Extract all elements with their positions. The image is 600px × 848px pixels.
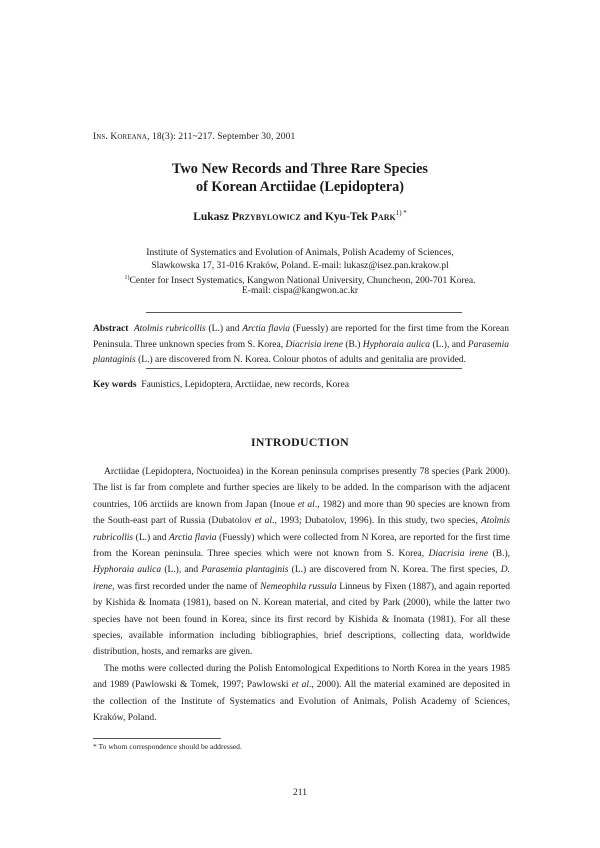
journal-name: Ins. Koreana	[93, 132, 148, 142]
etal: et al	[291, 680, 310, 691]
abstract-label: Abstract	[93, 324, 129, 334]
abstract-text: (B.)	[342, 339, 363, 350]
species-name: Parasemia plantaginis	[93, 339, 509, 365]
abstract-top-rule	[146, 312, 462, 313]
abstract-bottom-rule	[146, 368, 462, 369]
affiliation-line-2: Slawkowska 17, 31-016 Kraków, Poland. E-mail: lukasz@isez.pan.krakow.pl	[151, 259, 449, 271]
abstract-text: (L.) are discovered from N. Korea. Colour photos of adults and genitalia are provided.	[135, 355, 467, 365]
author-first-surname: Przybylowicz	[231, 210, 301, 223]
species-name: Hyphoraia aulica	[362, 339, 431, 350]
species-name: D. irene	[93, 565, 510, 592]
affiliation-line-4: E-mail: cispa@kangwon.ac.kr	[241, 284, 359, 296]
abstract	[93, 322, 509, 369]
species-name: Nemeophila russula	[260, 581, 337, 592]
paragraph-2	[93, 661, 510, 727]
species-name: Atolmis rubricollis	[93, 516, 510, 543]
page-number: 211	[293, 788, 307, 798]
abstract-text: (L.), and	[430, 339, 468, 350]
body-run: The moths were collected during the Polish Entomological Expeditions to North Korea in the years 1985 and 1989 (Pawlowski & Tomek, 1997; Pawlowski	[93, 663, 510, 691]
keywords-label: Key words	[93, 380, 137, 390]
body-run: (L.) are discovered from N. Korea. The first species,	[288, 565, 501, 576]
body-text	[93, 464, 510, 727]
author-first-given: Lukasz	[193, 210, 232, 223]
body-run: ., 1982) and more than 90 species are known from the South-east part of Russia (Dubatolov	[93, 499, 510, 527]
body-run: (L.), and	[161, 565, 202, 576]
running-header	[93, 132, 295, 142]
species-name: Parasemia plantaginis	[201, 565, 289, 576]
etal: et al	[254, 516, 273, 527]
author-second-surname: Park	[370, 210, 396, 223]
body-run: (Fuessly) which were collected from N Korea, are reported for the first time from the Korean peninsula. Three species which were not known from S. Korea,	[93, 532, 510, 560]
abstract-text: (L.) and	[205, 324, 243, 334]
body-run: Linneus by Fixen (1887), and again reported by Kishida & Inomata (1981), based on N. Korean material, and cited by Park (2000), while the latter two species have not been found in Korea, since its first record by Kishida & Inomata (1981). For all these species, available information including bibliographies, brief descriptions, collecting data, worldwide distribution, hosts, and remarks are given.	[93, 581, 511, 658]
species-name: Arctia flavia	[168, 532, 217, 543]
body-run: (L.) and	[133, 532, 169, 543]
abstract-text: (Fuessly) are reported for the first time from the Korean Peninsula. Three unknown species from S. Korea,	[93, 324, 509, 350]
species-name: Diacrisia irene	[428, 549, 489, 560]
body-run: ., 1993; Dubatolov, 1996). In this study, two species,	[272, 516, 481, 527]
paper-title-line-1: Two New Records and Three Rare Species	[172, 161, 428, 177]
footnote: * To whom correspondence should be addressed.	[93, 742, 242, 751]
body-run: (B.),	[488, 549, 510, 560]
etal: et al	[297, 499, 315, 510]
footnote-rule	[93, 738, 221, 739]
paragraph-1	[93, 464, 510, 661]
species-name: Hyphoraia aulica	[93, 565, 162, 576]
affiliation-line-3-text: Center for Insect Systematics, Kangwon National University, Chuncheon, 200-701 Korea.	[129, 275, 476, 287]
paper-title-line-2: of Korean Arctiidae (Lepidoptera)	[196, 179, 404, 195]
authors	[0, 209, 600, 223]
citation: , 18(3): 211~217. September 30, 2001	[147, 132, 296, 142]
species-name: Arctia flavia	[242, 324, 291, 334]
author-superscript: 1) *	[395, 209, 407, 217]
keywords-text: Faunistics, Lepidoptera, Arctiidae, new records, Korea	[141, 380, 349, 390]
species-name: Diacrisia irene	[285, 339, 343, 350]
body-run: ., 2000). All the material examined are deposited in the collection of the Institute of Systematics and Evolution of Animals, Polish Academy of Sciences, Kraków, Poland.	[93, 680, 510, 724]
keywords	[93, 380, 349, 390]
section-heading: INTRODUCTION	[251, 435, 349, 449]
body-run: Arctiidae (Lepidoptera, Noctuoidea) in the Korean peninsula comprises presently 78 species (Park 2000). The list is far from complete and further species are likely to be added. In the comparison with the adjacent countries, 106 arctiids are known from Japan (Inoue	[93, 467, 510, 510]
species-name: Atolmis rubricollis	[133, 324, 206, 334]
affiliation-superscript: 1)	[124, 275, 130, 281]
affiliation-line-1: Institute of Systematics and Evolution of Animals, Polish Academy of Sciences,	[146, 247, 454, 258]
author-second-given: and Kyu-Tek	[300, 210, 371, 223]
body-run: , was first recorded under the name of	[112, 581, 261, 592]
